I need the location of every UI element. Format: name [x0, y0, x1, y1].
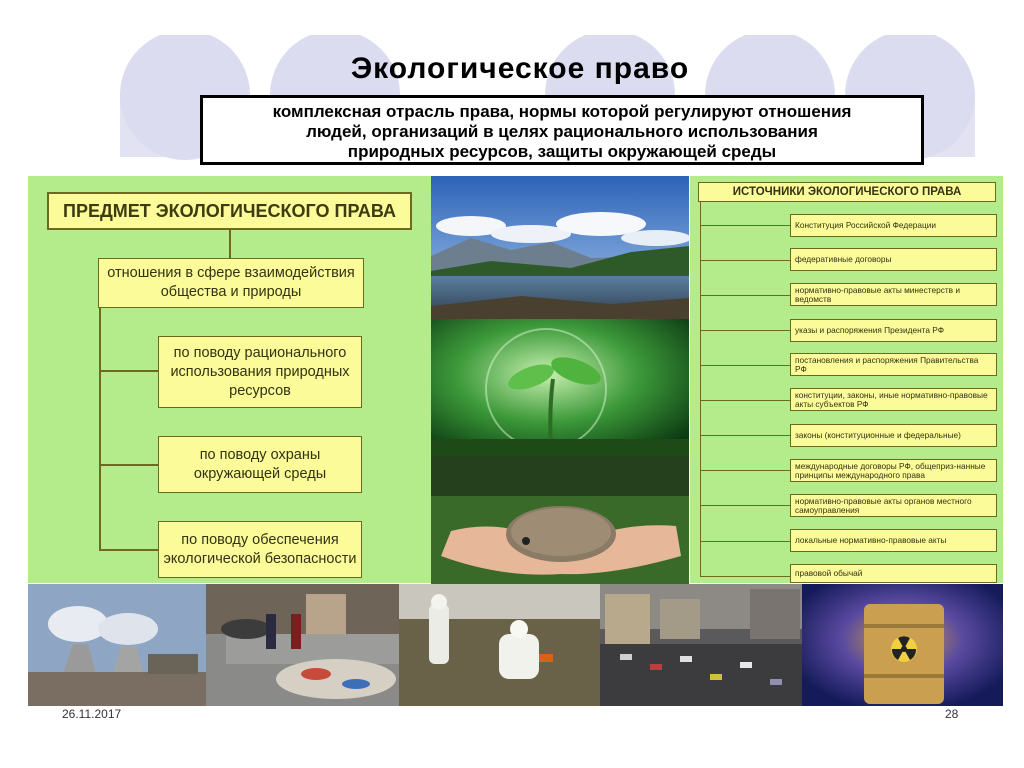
connector-line — [229, 230, 231, 258]
subject-item-line: окружающей среды — [193, 465, 327, 482]
source-item: Конституция Российской Федерации — [790, 214, 997, 237]
definition-line: людей, организаций в целях рационального использования — [306, 122, 818, 141]
connector-line — [700, 225, 790, 226]
landscape-photo — [431, 176, 689, 319]
source-item: нормативно-правовые акты минестерств и ведомств — [790, 283, 997, 306]
sources-panel — [690, 176, 1003, 583]
source-item: конституции, законы, иные нормативно-правовые акты субъектов РФ — [790, 388, 997, 411]
source-item: постановления и распоряжения Правительства РФ — [790, 353, 997, 376]
subject-item-line: использования природных — [170, 363, 350, 380]
connector-line — [700, 576, 790, 577]
connector-line — [99, 308, 101, 550]
subject-main-line: отношения в сфере взаимодействия — [107, 265, 355, 281]
hazmat-workers-photo — [399, 584, 600, 706]
definition-box — [200, 95, 924, 165]
connector-line — [700, 365, 790, 366]
subject-main-box — [98, 258, 364, 308]
hedgehog-photo — [431, 456, 689, 584]
source-item: нормативно-правовые акты органов местного самоуправления — [790, 494, 997, 517]
connector-line — [700, 330, 790, 331]
connector-line — [700, 505, 790, 506]
connector-line — [99, 464, 158, 466]
connector-line — [99, 370, 158, 372]
source-item: указы и распоряжения Президента РФ — [790, 319, 997, 342]
connector-line — [700, 400, 790, 401]
street-litter-photo — [206, 584, 399, 706]
subject-item-line: ресурсов — [229, 382, 291, 399]
sources-header: ИСТОЧНИКИ ЭКОЛОГИЧЕСКОГО ПРАВА — [698, 182, 996, 202]
subject-item-line: по поводу охраны — [199, 446, 321, 463]
subject-item-line: экологической безопасности — [163, 550, 357, 567]
subject-panel — [28, 176, 431, 583]
traffic-jam-photo — [600, 584, 802, 706]
source-item: федеративные договоры — [790, 248, 997, 271]
connector-line — [700, 435, 790, 436]
page-number: 28 — [945, 707, 959, 721]
definition-line: комплексная отрасль права, нормы которой регулируют отношения — [272, 102, 852, 121]
source-item: законы (конституционные и федеральные) — [790, 424, 997, 447]
connector-line — [99, 549, 158, 551]
connector-line — [700, 470, 790, 471]
footer-date: 26.11.2017 — [62, 707, 122, 721]
subject-item-box — [158, 521, 362, 578]
radiation-barrel-photo — [802, 584, 1003, 706]
source-item: локальные нормативно-правовые акты — [790, 529, 997, 552]
subject-main-line: общества и природы — [160, 284, 302, 300]
connector-line — [700, 260, 790, 261]
subject-item-box — [158, 436, 362, 493]
subject-item-box — [158, 336, 362, 408]
connector-line — [700, 202, 701, 576]
subject-header: ПРЕДМЕТ ЭКОЛОГИЧЕСКОГО ПРАВА — [47, 192, 412, 230]
subject-item-line: по поводу обеспечения — [181, 531, 339, 548]
source-item: правовой обычай — [790, 564, 997, 583]
power-plant-photo — [28, 584, 206, 706]
sprout-photo — [431, 319, 689, 456]
subject-item-line: по поводу рационального — [173, 344, 347, 361]
connector-line — [700, 295, 790, 296]
page-title: Экологическое право — [350, 52, 690, 85]
source-item: международные договоры РФ, общеприз-нанные принципы международного права — [790, 459, 997, 482]
connector-line — [700, 541, 790, 542]
definition-line: природных ресурсов, защиты окружающей среды — [347, 142, 777, 161]
